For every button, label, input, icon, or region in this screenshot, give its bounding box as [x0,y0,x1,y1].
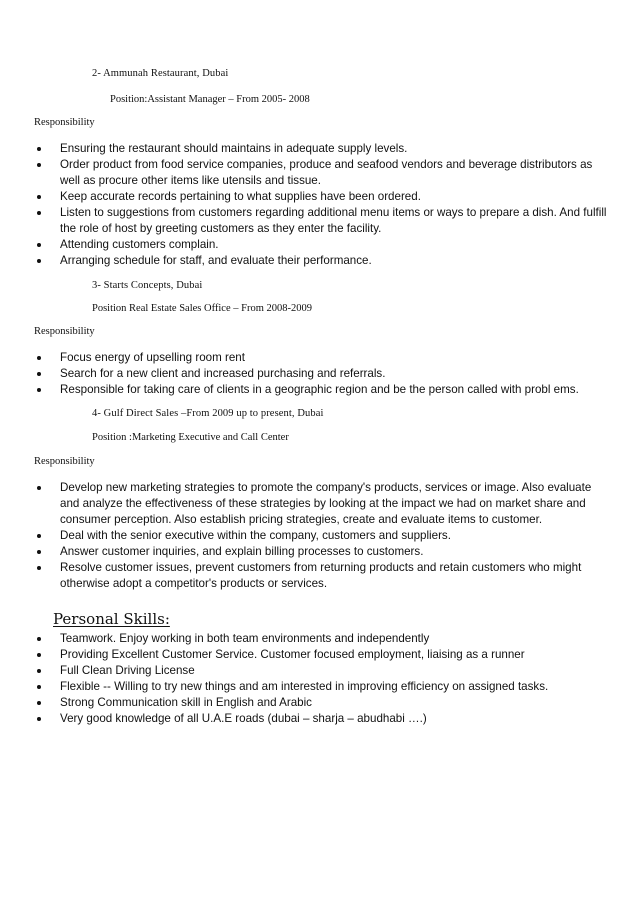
bullet-text: well as procure other items like utensils and tissue. [60,174,321,187]
bullet-dot-icon [37,388,41,392]
personal-skills-heading: Personal Skills: [53,610,170,628]
bullet-item [0,480,638,528]
bullet-text: Teamwork. Enjoy working in both team environments and independently [60,632,430,645]
bullet-dot-icon [37,372,41,376]
bullet-dot-icon [37,717,41,721]
bullet-dot-icon [37,637,41,641]
bullet-item [0,141,638,157]
bullet-dot-icon [37,653,41,657]
bullet-dot-icon [37,566,41,570]
bullet-text: Focus energy of upselling room rent [60,351,245,364]
bullet-item [0,711,638,727]
bullet-item [0,560,638,592]
bullet-text: Develop new marketing strategies to promote the company's products, services or image. Also evaluate [60,481,592,494]
job-title-gulf-direct: 4- Gulf Direct Sales –From 2009 up to present, Dubai [92,408,324,419]
bullet-dot-icon [37,669,41,673]
bullet-text: Listen to suggestions from customers regarding additional menu items or ways to prepare a dish. And fulfill [60,206,607,219]
bullet-dot-icon [37,685,41,689]
responsibility-heading: Responsibility [34,117,95,128]
bullet-dot-icon [37,243,41,247]
bullet-dot-icon [37,486,41,490]
personal-skills-list [0,631,638,727]
bullet-dot-icon [37,163,41,167]
bullet-text: consumer perception. Also establish pricing strategies, create and evaluate items to customer. [60,513,543,526]
bullet-item [0,205,638,237]
bullet-text: the role of host by greeting customers as they enter the facility. [60,222,382,235]
bullet-text: and analyze the effectiveness of these strategies by looking at the impact we had on market share and [60,497,586,510]
bullet-text: Deal with the senior executive within the company, customers and suppliers. [60,529,451,542]
responsibility-list-gulf-direct [0,480,638,592]
bullet-item [0,237,638,253]
bullet-item [0,366,638,382]
bullet-item [0,544,638,560]
bullet-text: Answer customer inquiries, and explain billing processes to customers. [60,545,424,558]
bullet-text: otherwise adopt a competitor's products or services. [60,577,328,590]
bullet-text: Search for a new client and increased purchasing and referrals. [60,367,386,380]
bullet-text: Ensuring the restaurant should maintains in adequate supply levels. [60,142,408,155]
bullet-text: Flexible -- Willing to try new things and am interested in improving efficiency on assigned tasks. [60,680,549,693]
bullet-dot-icon [37,550,41,554]
bullet-text: Order product from food service companies, produce and seafood vendors and beverage distributors as [60,158,593,171]
job-position-gulf-direct: Position :Marketing Executive and Call Center [92,432,289,443]
bullet-dot-icon [37,259,41,263]
bullet-text: Very good knowledge of all U.A.E roads (dubai – sharja – abudhabi ….) [60,712,427,725]
responsibility-list-ammunah [0,141,638,269]
bullet-text: Providing Excellent Customer Service. Customer focused employment, liaising as a runner [60,648,525,661]
bullet-item [0,663,638,679]
bullet-dot-icon [37,211,41,215]
bullet-item [0,679,638,695]
bullet-text: Strong Communication skill in English and Arabic [60,696,312,709]
job-position-starts-concepts: Position Real Estate Sales Office – From 2008-2009 [92,303,312,314]
bullet-item [0,631,638,647]
bullet-dot-icon [37,534,41,538]
bullet-item [0,350,638,366]
bullet-dot-icon [37,195,41,199]
bullet-item [0,382,638,398]
responsibility-list-starts-concepts [0,350,638,398]
bullet-item [0,695,638,711]
bullet-item [0,189,638,205]
bullet-item [0,528,638,544]
bullet-item [0,647,638,663]
bullet-dot-icon [37,147,41,151]
job-title-ammunah: 2- Ammunah Restaurant, Dubai [92,68,229,79]
bullet-dot-icon [37,701,41,705]
bullet-dot-icon [37,356,41,360]
bullet-text: Arranging schedule for staff, and evaluate their performance. [60,254,372,267]
responsibility-heading: Responsibility [34,326,95,337]
bullet-text: Responsible for taking care of clients in a geographic region and be the person called with probl ems. [60,383,579,396]
bullet-text: Full Clean Driving License [60,664,195,677]
bullet-item [0,253,638,269]
job-position-ammunah: Position:Assistant Manager – From 2005- 2008 [110,94,310,105]
job-title-starts-concepts: 3- Starts Concepts, Dubai [92,280,203,291]
bullet-text: Attending customers complain. [60,238,219,251]
responsibility-heading: Responsibility [34,456,95,467]
bullet-text: Resolve customer issues, prevent customers from returning products and retain customers who might [60,561,582,574]
bullet-item [0,157,638,189]
bullet-text: Keep accurate records pertaining to what supplies have been ordered. [60,190,421,203]
